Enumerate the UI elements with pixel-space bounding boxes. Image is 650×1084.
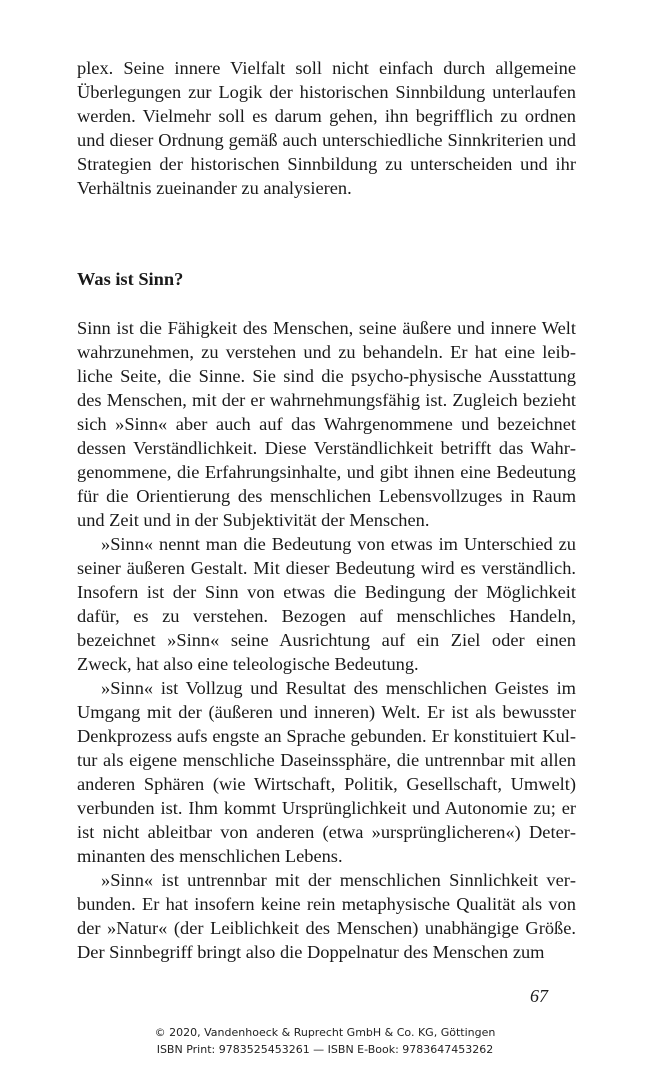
isbn-line: ISBN Print: 9783525453261 — ISBN E-Book: 9783647453262 — [156, 1043, 494, 1056]
intro-paragraph: plex. Seine innere Vielfalt soll nicht einfach durch allgemeine Überlegungen zur Logik der historischen Sinnbildung unterlaufen werden. Vielmehr soll es darum gehen, ihn begrifflich zu ordnen und dieser Ordnung gemäß auch unterschiedliche Sinnkriterien und Strategien der historischen Sinnbildung zu unterscheiden und ihr Verhältnis zueinander zu analysieren. — [77, 58, 576, 198]
body-paragraph: Sinn ist die Fähigkeit des Menschen, seine äußere und innere Welt wahrzunehmen, zu verstehen und zu behandeln. Er hat eine leibliche Seite, die Sinne. Sie sind die psycho-physische Ausstattung des Menschen, mit der er wahrnehmungsfähig ist. Zugleich bezieht sich »Sinn« aber auch auf das Wahrgenommene und bezeichnet dessen Verständlichkeit. Diese Verständlichkeit betrifft das Wahrgenommene, die Erfahrungsinhalte, und gibt ihnen eine Bedeutung für die Orientierung des menschlichen Lebensvollzuges in Raum und Zeit und in der Subjektivität der Menschen. — [77, 318, 576, 530]
intro-text-block — [77, 56, 576, 200]
body-paragraph: »Sinn« ist Vollzug und Resultat des menschlichen Geistes im Umgang mit der (äußeren und inneren) Welt. Er ist als bewusster Denkprozess aufs engste an Sprache gebunden. Er konstituiert Kultur als eigene menschliche Daseinssphäre, die untrennbar mit allen anderen Sphären (wie Wirtschaft, Politik, Gesellschaft, Umwelt) verbunden ist. Ihm kommt Ursprünglichkeit und Autonomie zu; er ist nicht ableitbar von anderen (etwa »ursprünglicheren«) Determinanten des menschlichen Lebens. — [77, 678, 576, 866]
publisher-footer — [0, 1024, 650, 1058]
body-paragraph: »Sinn« nennt man die Bedeutung von etwas im Unterschied zu seiner äußeren Gestalt. Mit dieser Bedeutung wird es verständlich. Insofern ist der Sinn von etwas die Bedingung der Möglichkeit dafür, es zu verstehen. Bezogen auf menschliches Handeln, bezeichnet »Sinn« seine Ausrichtung auf ein Ziel oder einen Zweck, hat also eine teleologische Bedeutung. — [77, 534, 576, 674]
body-paragraph: »Sinn« ist untrennbar mit der menschlichen Sinnlichkeit verbunden. Er hat insofern keine rein metaphysische Qualität als von der »Natur« (der Leiblichkeit des Menschen) unabhängige Größe. Der Sinnbegriff bringt also die Doppelnatur des Menschen zum — [77, 870, 576, 962]
copyright-line: © 2020, Vandenhoeck & Ruprecht GmbH & Co. KG, Göttingen — [154, 1026, 496, 1039]
section-body — [77, 316, 576, 964]
section-heading: Was ist Sinn? — [77, 269, 184, 289]
page-number: 67 — [530, 986, 548, 1006]
